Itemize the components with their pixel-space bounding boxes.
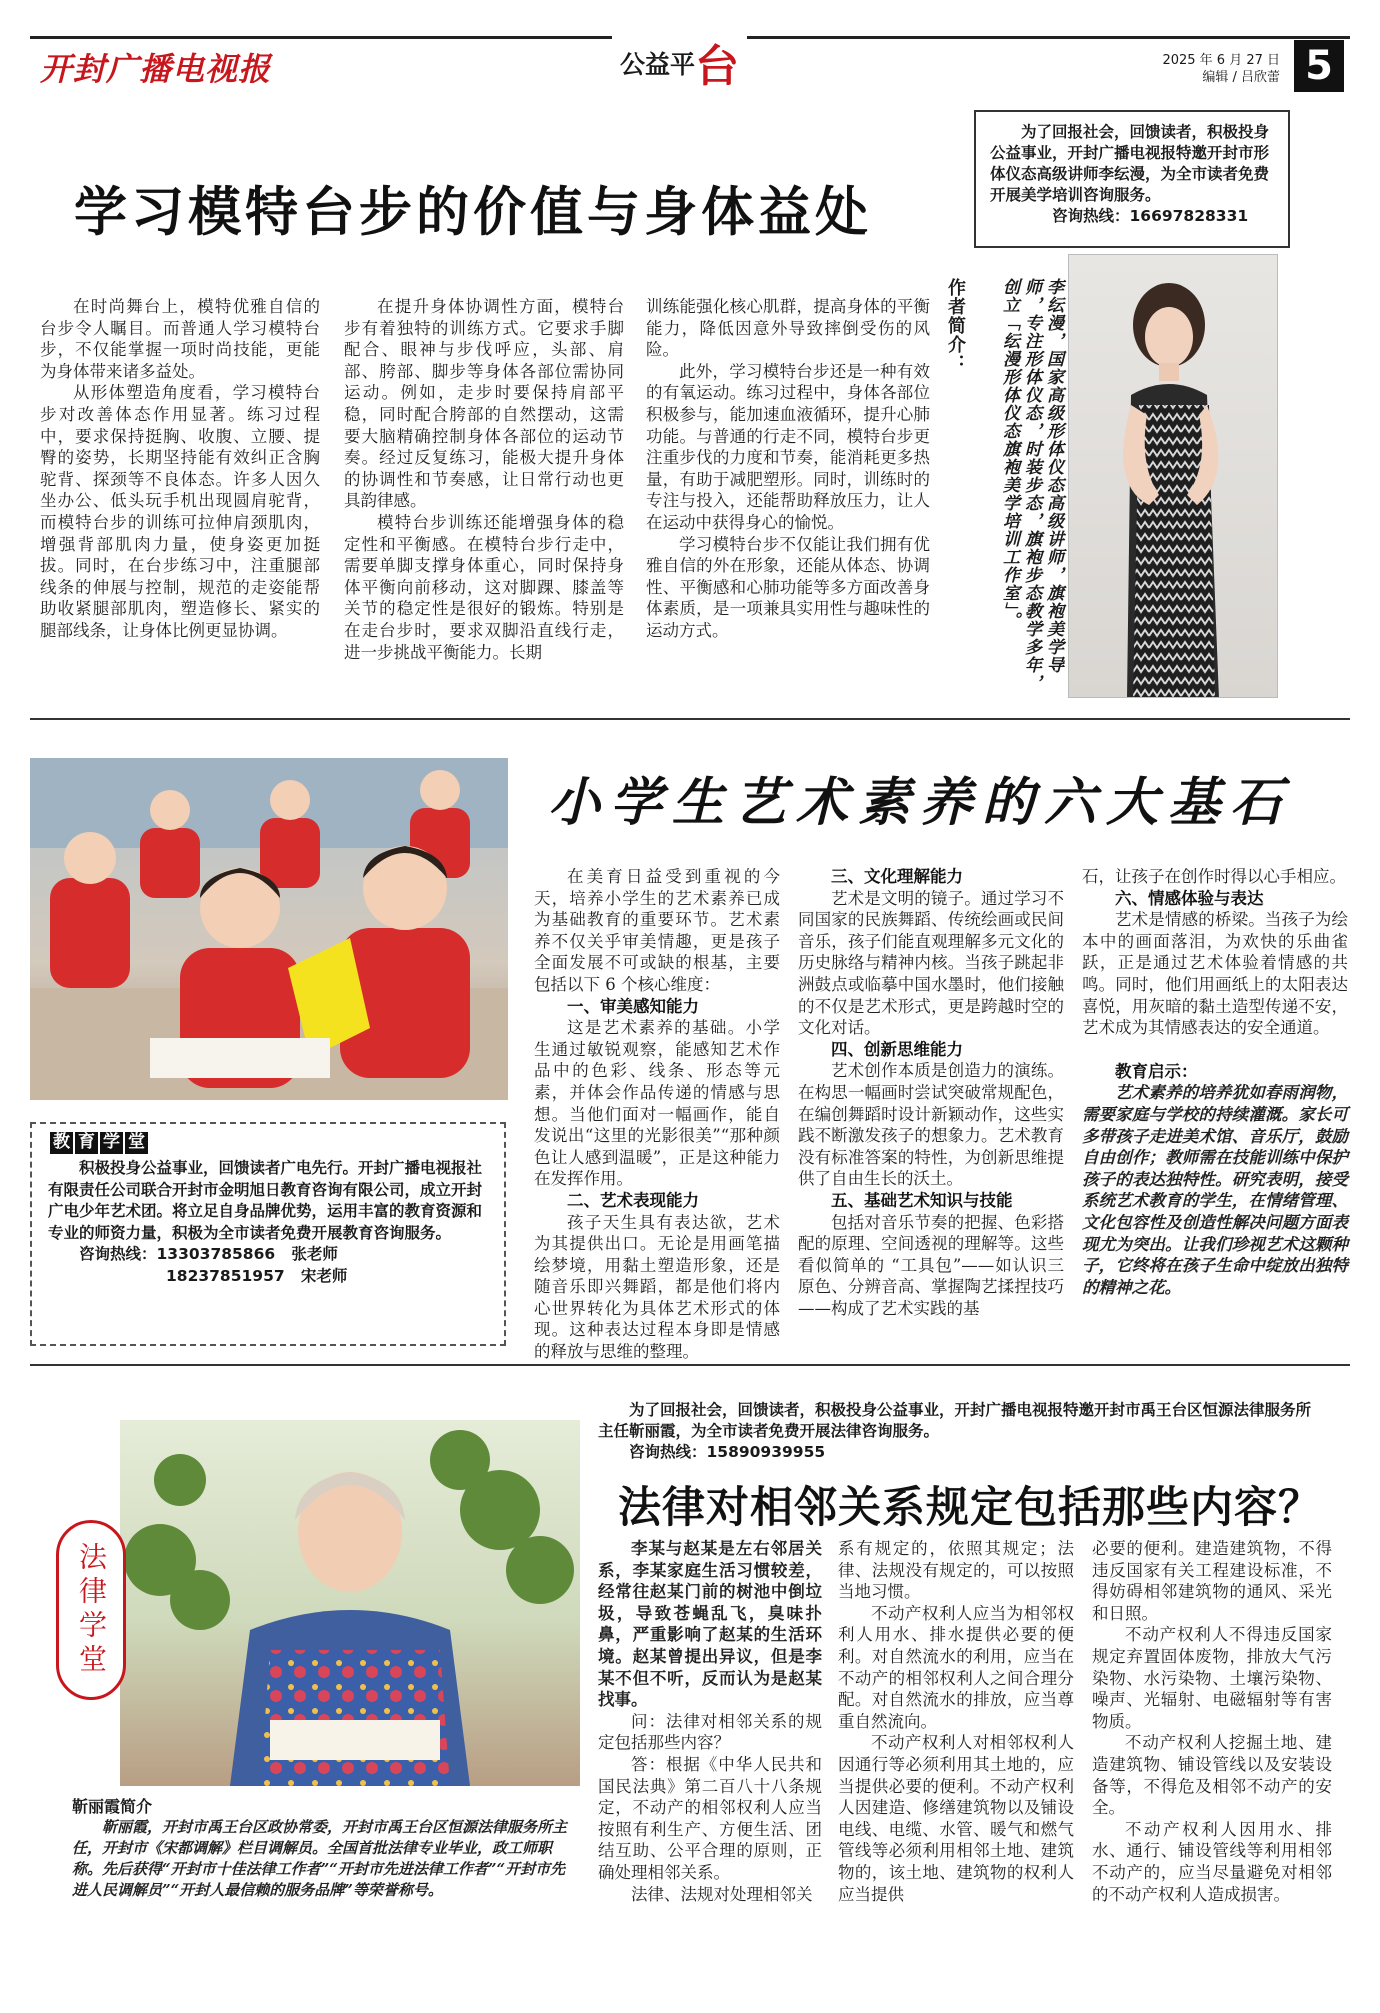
hotline-label: 咨询热线： (79, 1245, 157, 1263)
lawyer-promo-text: 为了回报社会，回馈读者，积极投身公益事业，开封广播电视报特邀开封市禹王台区恒源法律服务所主任靳丽霞，为全市读者免费开展法律咨询服务。 (598, 1401, 1312, 1440)
article-title-model-walk: 学习模特台步的价值与身体益处 (74, 182, 872, 243)
paragraph: 不动产权利人挖掘土地、建造建筑物、铺设管线以及安装设备等，不得危及相邻不动产的安全。 (1092, 1733, 1332, 1818)
case-intro: 李某与赵某是左右邻居关系，李某家庭生活习惯较差，经常往赵某门前的树池中倒垃圾，导致苍蝇乱飞，臭味扑鼻，严重影响了赵某的生活环境。赵某曾提出异议，但是李某不但不听，反而认为是赵某找事。 (598, 1539, 822, 1710)
paragraph: 此外，学习模特台步还是一种有效的有氧运动。练习过程中，身体各部位积极参与，能加速血液循环，提升心肺功能。与普通的行走不同，模特台步更注重步伐的力度和节奏，能消耗更多热量，有助于减肥塑形。同时，训练时的专注与投入，还能帮助释放压力，让人在运动中获得身心的愉悦。 (646, 361, 930, 532)
paragraph: 在美育日益受到重视的今天，培养小学生的艺术素养已成为基础教育的重要环节。艺术素养不仅关乎审美情趣，更是孩子全面发展不可或缺的根基，主要包括以下 6 个核心维度： (534, 867, 780, 994)
paragraph: 这是艺术素养的基础。小学生通过敏锐观察，能感知艺术作品中的色彩、线条、形态等元素，并体会作品传递的情感与思想。当他们面对一幅画作，能自发说出“这里的光影很美”“那种颜色让人感到温暖”，正是这种能力在发挥作用。 (534, 1018, 780, 1189)
tag-char: 学 (100, 1132, 123, 1154)
tag-char: 育 (75, 1132, 98, 1154)
paragraph: 艺术是文明的镜子。通过学习不同国家的民族舞蹈、传统绘画或民间音乐，孩子们能直观理解多元文化的历史脉络与精神内核。当孩子跳起非洲鼓点或临摹中国水墨时，他们接触的不仅是艺术形式，更是跨越时空的文化对话。 (798, 888, 1064, 1038)
article3-column-2 (838, 1538, 1074, 1905)
children-drawing-illustration (30, 758, 508, 1100)
paragraph: 艺术是情感的桥梁。当孩子为绘本中的画面落泪，为欢快的乐曲雀跃，正是通过艺术体验着情感的共鸣。同时，他们用画纸上的太阳表达喜悦，用灰暗的黏土造型传递不安，艺术成为其情感表达的安全通道。 (1082, 910, 1348, 1038)
section-divider (30, 718, 1350, 720)
paragraph: 不动产权利人不得违反国家规定弃置固体废物，排放大气污染物、水污染物、土壤污染物、噪声、光辐射、电磁辐射等有害物质。 (1092, 1625, 1332, 1731)
classroom-photo (30, 758, 508, 1100)
author-bio-text: 李纭漫，国家高级形体仪态高级讲师，旗袍美学导师，专注形体仪态，时装步态，旗袍步态教学多年，创立「纭漫形体仪态旗袍美学培训工作室」。 (999, 278, 1063, 692)
article1-column-3 (646, 296, 930, 642)
paragraph: 不动产权利人因用水、排水、通行、铺设管线等利用相邻不动产的，应当尽量避免对相邻的不动产权利人造成损害。 (1092, 1819, 1332, 1904)
subheading: 二、艺术表现能力 (567, 1190, 699, 1210)
contact-name: 张老师 (291, 1245, 338, 1263)
lawyer-bio (72, 1796, 580, 1901)
subheading: 四、创新思维能力 (831, 1039, 963, 1059)
dateline (1150, 52, 1280, 86)
paragraph: 答：根据《中华人民共和国民法典》第二百八十八条规定，不动产的相邻权利人应当按照有利生产、方便生活、团结互助、公平合理的原则，正确处理相邻关系。 (598, 1754, 822, 1882)
section-title-small: 公益平 (620, 50, 696, 79)
paragraph: 从形体塑造角度看，学习模特台步对改善体态作用显著。练习过程中，要求保持挺胸、收腹、立腰、提臀的姿势，长期坚持能有效纠正含胸驼背、探颈等不良体态。许多人因久坐办公、低头玩手机出现圆肩驼背，而模特台步的训练可拉伸肩颈肌肉，增强背部肌肉力量，使身姿更加挺拔。同时，在台步练习中，注重腿部线条的伸展与控制，规范的走姿能帮助收紧腿部肌肉，塑造修长、紧实的腿部线条，让身体比例更显协调。 (40, 383, 320, 640)
contact-name: 宋老师 (300, 1266, 348, 1285)
issue-date: 2025 年 6 月 27 日 (1162, 53, 1280, 68)
paragraph: 系有规定的，依照其规定；法律、法规没有规定的，可以按照当地习惯。 (838, 1539, 1074, 1602)
article-title-neighbor-law: 法律对相邻关系规定包括那些内容？ (618, 1483, 1322, 1533)
paragraph: 学习模特台步不仅能让我们拥有优雅自信的外在形象，还能从体态、协调性、平衡感和心肺功能等多方面改善身体素质，是一项兼具实用性与趣味性的运动方式。 (646, 534, 930, 640)
editor-credit: 编辑 / 吕欣蕾 (1202, 70, 1280, 85)
subheading: 五、基础艺术知识与技能 (831, 1190, 1013, 1210)
lawyer-bio-text: 靳丽霞，开封市禹王台区政协常委，开封市禹王台区恒源法律服务所主任，开封市《宋都调解》栏目调解员。全国首批法律专业毕业，政工师职称。先后获得“开封市十佳法律工作者”“开封市先进法律工作者”“开封市先进人民调解员”“开封人最信赖的服务品牌”等荣誉称号。 (72, 1818, 568, 1899)
article-title-art-literacy: 小学生艺术素养的六大基石 (548, 772, 1293, 833)
paragraph: 石，让孩子在创作时得以心手相应。 (1082, 867, 1346, 886)
promo-text: 为了回报社会，回馈读者，积极投身公益事业，开封广播电视报特邀开封市形体仪态高级讲师李纭漫，为全市读者免费开展美学培训咨询服务。 (990, 123, 1270, 204)
paragraph: 训练能强化核心肌群，提高身体的平衡能力，降低因意外导致摔倒受伤的风险。 (646, 297, 930, 360)
article3-column-1 (598, 1538, 822, 1905)
subheading: 一、审美感知能力 (567, 996, 699, 1016)
education-promo-text: 积极投身公益事业，回馈读者广电先行。开封广播电视报社有限责任公司联合开封市金明旭日教育咨询有限公司，成立开封广电少年艺术团。将立足自身品牌优势，运用丰富的教育资源和专业的师资力量，积极为全市读者免费开展教育咨询服务。 (48, 1159, 483, 1242)
tag-char: 堂 (125, 1132, 148, 1154)
inspiration-text: 艺术素养的培养犹如春雨润物，需要家庭与学校的持续灌溉。家长可多带孩子走进美术馆、音乐厅，鼓励自由创作；教师需在技能训练中保护孩子的表达独特性。研究表明，接受系统艺术教育的学生，在情绪管理、文化包容性及创造性解决问题方面表现尤为突出。让我们珍视艺术这颗种子，它终将在孩子生命中绽放出独特的精神之花。 (1082, 1083, 1348, 1297)
paragraph: 不动产权利人对相邻权利人因通行等必须利用其土地的，应当提供必要的便利。不动产权利人因建造、修缮建筑物以及铺设电线、电缆、水管、暖气和燃气管线等必须利用相邻土地、建筑物的，该土地、建筑物的权利人应当提供 (838, 1733, 1074, 1904)
education-contact-1 (48, 1244, 488, 1266)
education-promo-box (30, 1122, 506, 1346)
law-column-tag: 法律学堂 (56, 1520, 126, 1700)
page-number: 5 (1294, 40, 1344, 92)
newspaper-logo: 开封广播电视报 (40, 50, 272, 88)
promo-hotline: 咨询热线：16697828331 (1052, 207, 1249, 225)
phone-number: 13303785866 (156, 1245, 276, 1263)
paragraph: 法律、法规对处理相邻关 (631, 1884, 813, 1904)
tag-char: 教 (50, 1132, 73, 1154)
author-bio-heading: 作者简介： (945, 278, 966, 373)
paragraph: 在时尚舞台上，模特优雅自信的台步令人瞩目。而普通人学习模特台步，不仅能掌握一项时尚技能，更能为身体带来诸多益处。 (40, 297, 320, 381)
article3-column-3 (1092, 1538, 1332, 1905)
paragraph: 孩子天生具有表达欲，艺术为其提供出口。无论是用画笔描绘梦境，用黏土塑造形象，还是随音乐即兴舞蹈，都是他们将内心世界转化为具体艺术形式的体现。这种表达过程本身即是情感的释放与思维的整理。 (534, 1212, 780, 1362)
section-title (612, 30, 747, 94)
article1-column-1 (40, 296, 320, 642)
section-divider (30, 1364, 1350, 1366)
article2-column-3 (1082, 866, 1348, 1298)
paragraph: 必要的便利。建造建筑物，不得违反国家有关工程建设标准，不得妨碍相邻建筑物的通风、采光和日照。 (1092, 1539, 1332, 1623)
education-contact-2 (48, 1266, 488, 1288)
paragraph: 模特台步训练还能增强身体的稳定性和平衡感。在模特台步行走中，需要单脚支撑身体重心，同时保持身体平衡向前移动，这对脚踝、膝盖等关节的稳定性是很好的锻炼。特别是在走台步时，要求双脚沿直线行走，进一步挑战平衡能力。长期 (344, 512, 624, 662)
article2-column-2 (798, 866, 1064, 1319)
promo-box-model (974, 110, 1290, 248)
section-title-big: 台 (695, 41, 740, 92)
paragraph: 不动产权利人应当为相邻权利人用水、排水提供必要的便利。对自然流水的利用，应当在不动产的相邻权利人之间合理分配。对自然流水的排放，应当尊重自然流向。 (838, 1603, 1074, 1731)
education-tag (50, 1132, 150, 1154)
article1-column-2 (344, 296, 624, 663)
author-portrait-illustration (1069, 255, 1278, 698)
lawyer-portrait-illustration (120, 1420, 580, 1786)
lawyer-promo (598, 1400, 1318, 1463)
subheading: 六、情感体验与表达 (1115, 888, 1264, 908)
author-photo (1068, 254, 1278, 698)
lawyer-hotline: 咨询热线：15890939955 (629, 1443, 826, 1461)
paragraph: 艺术创作本质是创造力的演练。在构思一幅画时尝试突破常规配色，在编创舞蹈时设计新颖动作，这些实践不断激发孩子的想象力。艺术教育没有标准答案的特性，为创新思维提供了自由生长的沃土。 (798, 1061, 1064, 1189)
lawyer-bio-heading: 靳丽霞简介 (72, 1797, 153, 1816)
lawyer-photo (120, 1420, 580, 1786)
phone-number: 18237851957 (166, 1266, 285, 1285)
subheading: 三、文化理解能力 (831, 867, 963, 886)
article2-column-1 (534, 866, 780, 1363)
paragraph: 问：法律对相邻关系的规定包括那些内容？ (598, 1711, 822, 1753)
paragraph: 包括对音乐节奏的把握、色彩搭配的原理、空间透视的理解等。这些看似简单的 “工具包”——如认识三原色、分辨音高、掌握陶艺揉捏技巧——构成了艺术实践的基 (798, 1212, 1064, 1318)
paragraph: 在提升身体协调性方面，模特台步有着独特的训练方式。它要求手脚配合、眼神与步伐呼应，头部、肩部、胯部、脚步等身体各部位需协同运动。例如，走步时要保持肩部平稳，同时配合胯部的自然摆动，这需要大脑精确控制身体各部位的运动节奏。经过反复练习，能极大提升身体的协调性和节奏感，让日常行动也更具韵律感。 (344, 297, 624, 511)
inspiration-heading: 教育启示： (1115, 1061, 1198, 1081)
